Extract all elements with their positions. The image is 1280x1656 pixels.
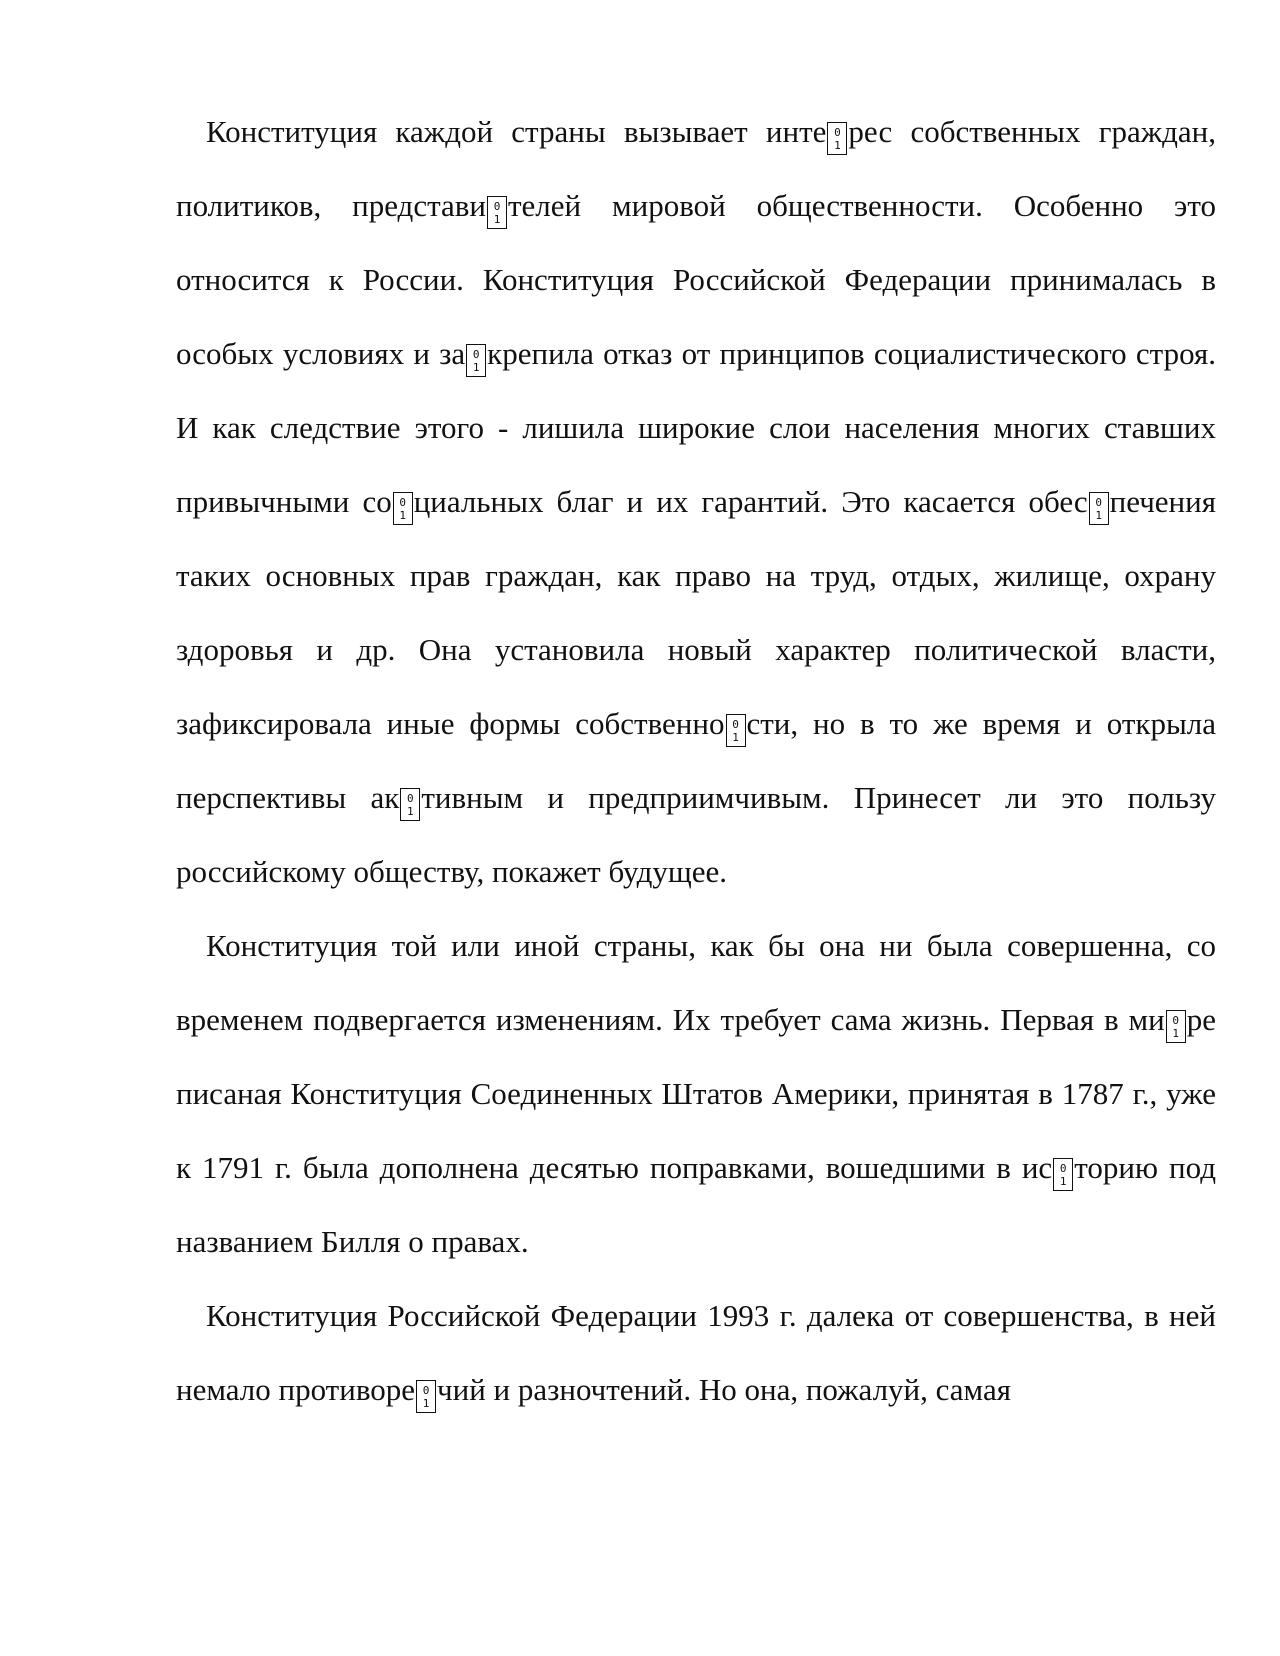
text-run: циальных благ и их гарантий. Это касается обес: [413, 484, 1088, 519]
text-run: рес собственных граждан, политиков, представи: [176, 114, 1216, 223]
missing-glyph-icon: 0 1: [1166, 1010, 1186, 1043]
document-page: [176, 95, 1216, 1427]
missing-glyph-icon: 0 1: [827, 122, 847, 155]
text-run: Конституция Российской Федерации 1993 г. далека от совершенства, в ней немало противоре: [176, 1298, 1216, 1407]
text-run: чий и разночтений. Но она, пожалуй, самая: [437, 1372, 1011, 1407]
text-run: печения таких основных прав граждан, как право на труд, отдых, жилище, охрану здоровья и др. Она установила новый характер политической власти, зафиксировала иные формы собственно: [176, 484, 1216, 741]
missing-glyph-icon: 0 1: [726, 714, 746, 747]
text-run: сти, но в то же время и открыла перспективы ак: [176, 706, 1217, 815]
text-run: крепила отказ от принципов социалистического строя. И как следствие этого - лишила широкие слои населения многих ставших привычными со: [176, 336, 1216, 519]
text-run: ре писаная Конституция Соединенных Штатов Америки, принятая в 1787 г., уже к 1791 г. была дополнена десятью поправками, вошедшими в ис: [176, 1002, 1216, 1185]
missing-glyph-icon: 0 1: [487, 196, 507, 229]
paragraph-1: [176, 95, 1216, 909]
text-run: Конституция каждой страны вызывает инте: [206, 114, 827, 149]
missing-glyph-icon: 0 1: [400, 788, 420, 821]
missing-glyph-icon: 0 1: [466, 344, 486, 377]
paragraph-2: [176, 909, 1216, 1279]
text-run: тивным и предприимчивым. Принесет ли это пользу российскому обществу, покажет будущее.: [176, 780, 1216, 889]
missing-glyph-icon: 0 1: [1053, 1158, 1073, 1191]
paragraph-3: [176, 1279, 1216, 1427]
missing-glyph-icon: 0 1: [1089, 492, 1109, 525]
text-run: телей мировой общественности. Особенно это относится к России. Конституция Российской Федерации принималась в особых условиях и за: [176, 188, 1216, 371]
missing-glyph-icon: 0 1: [416, 1380, 436, 1413]
text-run: торию под названием Билля о правах.: [176, 1150, 1216, 1259]
missing-glyph-icon: 0 1: [393, 492, 413, 525]
text-run: Конституция той или иной страны, как бы она ни была совершенна, со временем подвергается изменениям. Их требует сама жизнь. Первая в ми: [176, 928, 1216, 1037]
